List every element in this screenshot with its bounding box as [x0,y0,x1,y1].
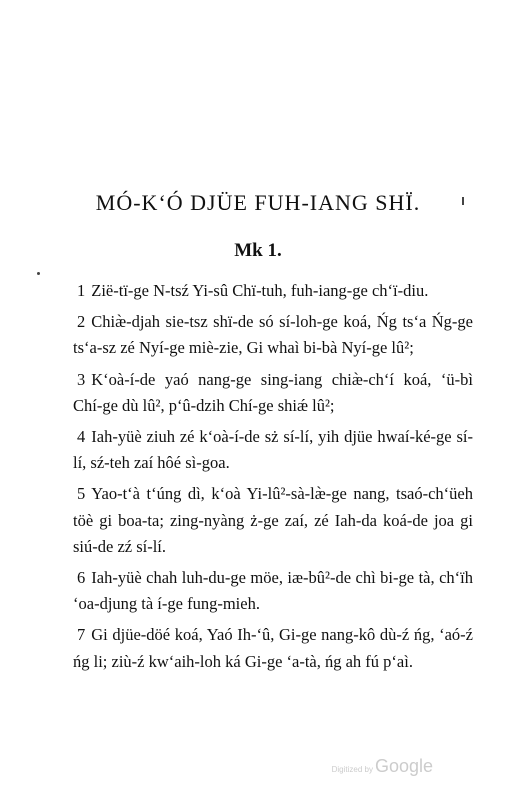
verse-text: Zië-tï-ge N-tsź Yi-sû Chï-tuh, fuh-iang-ge ch‘ï-diu. [91,281,429,300]
verse-number: 4 [77,427,86,447]
verse [73,309,473,361]
watermark-prefix: Digitized by [331,765,373,774]
verse-text: Iah-yüè chah luh-du-ge möe, iæ-bû²-de chì bi-ge tà, ch‘ïh ‘oa-djung tà í-ge fung-mieh. [73,568,473,614]
book-title: MÓ-K‘Ó DJÜE FUH-IANG SHÏ. [95,190,421,215]
digitized-watermark [332,756,433,777]
verse [73,424,473,476]
verse-text: Yao-t‘à t‘úng dì, k‘oà Yi-lû²-sà-læ̀-ge nang, tsaó-ch‘üeh töè gi boa-ta; zing-nyàng ż-ge zaí, zé Iah-da koá-de joa gi siú-de zź sí-lí. [73,484,473,556]
verse-number: 5 [77,484,86,504]
verse-number: 2 [77,312,86,332]
verse-number: 7 [77,625,86,645]
verse-list [73,278,473,680]
verse-text: Gi djüe-döé koá, Yaó Ih-‘û, Gi-ge nang-kô dù-ź ńg, ‘aó-ź ńg li; ziù-ź kw‘aih-loh ká Gi-ge ‘a-tà, ńg ah fú p‘aì. [73,625,473,671]
verse-text: K‘oà-í-de yaó nang-ge sing-iang chiæ̀-ch‘í koá, ‘ü-bì Chí-ge dù lû², p‘û-dzih Chí-ge shiǽ lû²; [73,369,473,415]
verse-number: 1 [77,281,86,300]
verse [73,278,473,304]
verse-number: 6 [77,568,86,588]
verse [73,367,473,419]
verse-number: 3 [77,369,86,389]
print-speck [462,197,464,205]
verse [73,565,473,617]
chapter-heading: Mk 1. [234,240,282,261]
verse-text: Iah-yüè ziuh zé k‘oà-í-de sż sí-lí, yih djüe hwaí-ké-ge sí-lí, sź-teh zaí hôé sì-goa. [73,427,473,473]
verse [73,481,473,560]
verse [73,622,473,674]
verse-text: Chiæ̀-djah sie-tsz shï-de só sí-loh-ge koá, Ńg ts‘a Ńg-ge ts‘a-sz zé Nyí-ge miè-zie, Gi whaì bi-bà Nyí-ge lû²; [73,312,473,358]
watermark-brand: Google [374,756,433,776]
print-speck [37,272,40,275]
